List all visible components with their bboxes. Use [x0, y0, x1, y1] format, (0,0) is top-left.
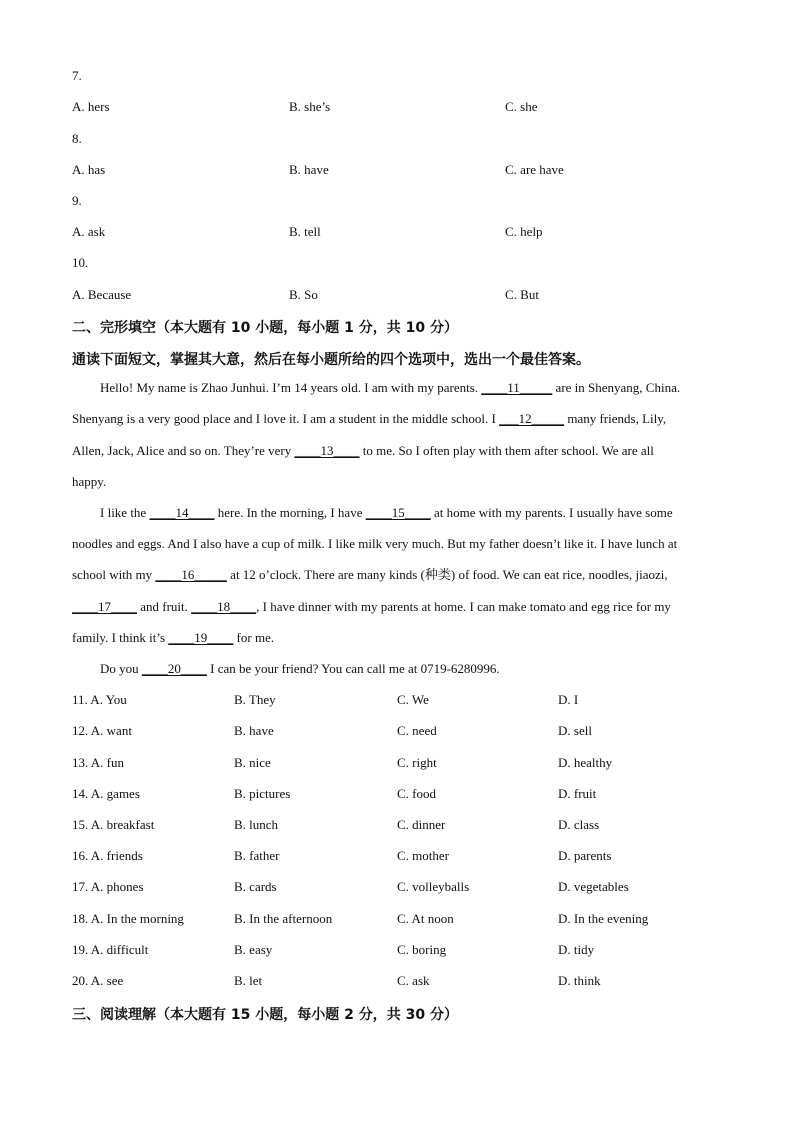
option-c: C. But — [505, 287, 539, 302]
choice-row — [0, 848, 794, 864]
blank-13: ____13____ — [294, 443, 360, 458]
option-c: C. are have — [505, 162, 564, 177]
choice-d: D. think — [558, 973, 601, 988]
question-number: 10. — [72, 255, 89, 270]
option-row — [0, 287, 794, 303]
choice-a: 18. A. In the morning — [72, 911, 184, 926]
blank-17: ____17____ — [72, 599, 137, 614]
choice-d: D. parents — [558, 848, 612, 863]
choice-b: B. cards — [234, 879, 277, 894]
choice-d: D. tidy — [558, 942, 595, 957]
option-b: B. So — [289, 287, 318, 302]
choice-row — [0, 942, 794, 958]
passage-line: Allen, Jack, Alice and so on. They’re very ____13____ to me. So I often play with them after school. We are all — [72, 443, 654, 458]
option-row — [0, 99, 794, 115]
question-number: 9. — [72, 193, 82, 208]
option-row — [0, 224, 794, 240]
choice-d: D. vegetables — [558, 879, 629, 894]
choice-b: B. pictures — [234, 786, 291, 801]
choice-a: 13. A. fun — [72, 755, 124, 770]
option-a: A. Because — [72, 287, 132, 302]
question-number: 7. — [72, 68, 82, 83]
choice-a: 15. A. breakfast — [72, 817, 155, 832]
choice-a: 16. A. friends — [72, 848, 143, 863]
passage-line: school with my ____16_____ at 12 o’clock. There are many kinds (种类) of food. We can eat rice, noodles, jiaozi, — [72, 567, 668, 582]
passage-line: Hello! My name is Zhao Junhui. I’m 14 years old. I am with my parents. ____11_____ are in Shenyang, China. — [100, 380, 681, 395]
choice-c: C. We — [397, 692, 429, 707]
option-row — [0, 162, 794, 178]
choice-row — [0, 911, 794, 927]
section-heading: 三、阅读理解（本大题有 15 小题，每小题 2 分，共 30 分） — [72, 1007, 458, 1023]
choice-a: 20. A. see — [72, 973, 124, 988]
passage-line: ____17____ and fruit. ____18____, I have dinner with my parents at home. I can make tomato and egg rice for my — [72, 599, 671, 614]
question-number: 8. — [72, 131, 82, 146]
choice-row — [0, 817, 794, 833]
choice-b: B. father — [234, 848, 280, 863]
choice-c: C. food — [397, 786, 436, 801]
choice-d: D. healthy — [558, 755, 613, 770]
choice-c: C. ask — [397, 973, 430, 988]
choice-c: C. right — [397, 755, 437, 770]
option-b: B. she’s — [289, 99, 331, 114]
option-b: B. have — [289, 162, 329, 177]
option-b: B. tell — [289, 224, 321, 239]
option-c: C. she — [505, 99, 538, 114]
blank-11: ____11_____ — [481, 380, 553, 395]
choice-c: C. dinner — [397, 817, 446, 832]
choice-a: 19. A. difficult — [72, 942, 149, 957]
choice-row — [0, 723, 794, 739]
blank-16: ____16_____ — [155, 567, 227, 582]
choice-d: D. fruit — [558, 786, 597, 801]
choice-b: B. let — [234, 973, 263, 988]
choice-row — [0, 879, 794, 895]
option-a: A. has — [72, 162, 106, 177]
choice-row — [0, 786, 794, 802]
passage-line: Shenyang is a very good place and I love it. I am a student in the middle school. I ___12_____ many friends, Lily, — [72, 411, 667, 426]
choice-row — [0, 755, 794, 771]
choice-b: B. nice — [234, 755, 271, 770]
passage-line: Do you ____20____ I can be your friend? You can call me at 0719-6280996. — [100, 661, 500, 676]
choice-d: D. class — [558, 817, 600, 832]
choice-d: D. In the evening — [558, 911, 649, 926]
choice-c: C. need — [397, 723, 437, 738]
choice-c: C. At noon — [397, 911, 454, 926]
option-a: A. ask — [72, 224, 106, 239]
choice-row — [0, 973, 794, 989]
section-heading: 二、完形填空（本大题有 10 小题，每小题 1 分，共 10 分） — [72, 320, 458, 336]
choice-d: D. I — [558, 692, 579, 707]
choice-b: B. easy — [234, 942, 273, 957]
blank-15: ____15____ — [365, 505, 431, 520]
choice-d: D. sell — [558, 723, 592, 738]
choice-a: 17. A. phones — [72, 879, 144, 894]
option-c: C. help — [505, 224, 543, 239]
choice-a: 11. A. You — [72, 692, 127, 707]
choice-a: 14. A. games — [72, 786, 140, 801]
blank-20: ____20____ — [141, 661, 207, 676]
choice-row — [0, 692, 794, 708]
choice-b: B. They — [234, 692, 276, 707]
passage-line: noodles and eggs. And I also have a cup of milk. I like milk very much. But my father doesn’t like it. I have lunch at — [72, 536, 678, 551]
choice-b: B. have — [234, 723, 274, 738]
option-a: A. hers — [72, 99, 110, 114]
blank-12: ___12_____ — [499, 411, 565, 426]
choice-c: C. mother — [397, 848, 449, 863]
blank-19: ____19____ — [168, 630, 234, 645]
passage-line: I like the ____14____ here. In the morning, I have ____15____ at home with my parents. I usually have some — [100, 505, 673, 520]
choice-c: C. boring — [397, 942, 447, 957]
passage-line: happy. — [72, 474, 107, 489]
choice-a: 12. A. want — [72, 723, 132, 738]
choice-b: B. lunch — [234, 817, 279, 832]
blank-18: ____18____ — [191, 599, 257, 614]
choice-c: C. volleyballs — [397, 879, 470, 894]
choice-b: B. In the afternoon — [234, 911, 333, 926]
blank-14: ____14____ — [149, 505, 215, 520]
passage-line: family. I think it’s ____19____ for me. — [72, 630, 275, 645]
section-instruction: 通读下面短文，掌握其大意，然后在每小题所给的四个选项中，选出一个最佳答案。 — [72, 352, 590, 368]
